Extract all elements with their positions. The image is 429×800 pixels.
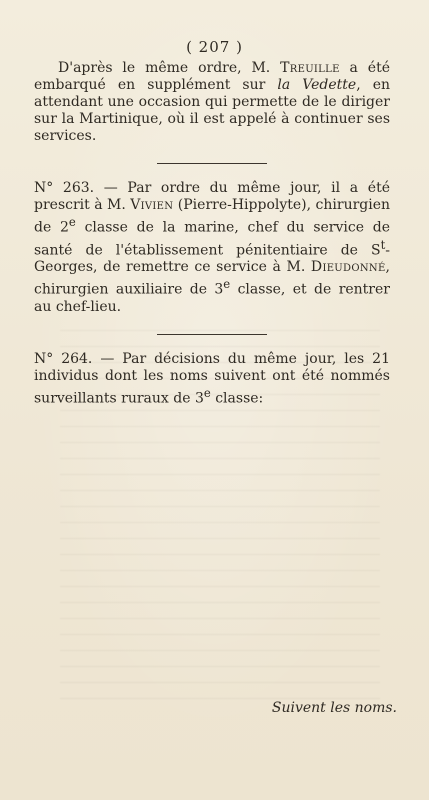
continuation-note: Suivent les noms. — [271, 700, 397, 716]
entry-text: -Georges, de remettre ce service à M. — [34, 242, 390, 276]
person-name: Dieudonné — [310, 259, 386, 276]
section-divider — [157, 163, 267, 164]
entry-text: classe de la marine, chef du service de santé de l'établissement pénitentiaire de S — [34, 219, 391, 259]
entry-text: classe: — [210, 390, 264, 407]
person-name: Treuille — [280, 60, 340, 76]
superscript: t — [380, 237, 386, 252]
entry-text: (Pierre-Hippolyte), chirurgien de 2 — [34, 197, 391, 236]
entry-text: classe, et de rentrer au chef-lieu. — [34, 281, 390, 315]
entry-text: — Par ordre du même jour, il a été prescrit à M. — [34, 180, 390, 213]
superscript: e — [68, 215, 76, 229]
entry-264 — [34, 351, 390, 408]
entry-text: — Par décisions du même jour, les 21 individus dont les noms suivent ont été nommés surveillants ruraux de 3 — [34, 350, 391, 407]
paragraph-treuille — [34, 60, 390, 145]
ship-name: la Vedette — [277, 77, 357, 93]
entry-263 — [34, 180, 390, 316]
paragraph-text: , en attendant une occasion qui permette de le diriger sur la Martinique, où il est appelé à continuer ses services. — [34, 77, 391, 144]
superscript: e — [223, 277, 231, 292]
entry-text: , chirurgien auxiliaire de 3 — [34, 259, 390, 298]
entry-number: N° 263. — [34, 180, 95, 196]
entry-number: N° 264. — [34, 350, 93, 367]
section-divider — [157, 334, 267, 335]
main-text — [34, 60, 390, 408]
superscript: e — [203, 385, 211, 400]
paragraph-text: a été embarqué en supplément sur — [34, 60, 390, 93]
paragraph-text: D'après le même ordre, M. — [58, 60, 281, 76]
person-name: Vivien — [130, 197, 174, 213]
page-number: ( 207 ) — [186, 38, 243, 56]
